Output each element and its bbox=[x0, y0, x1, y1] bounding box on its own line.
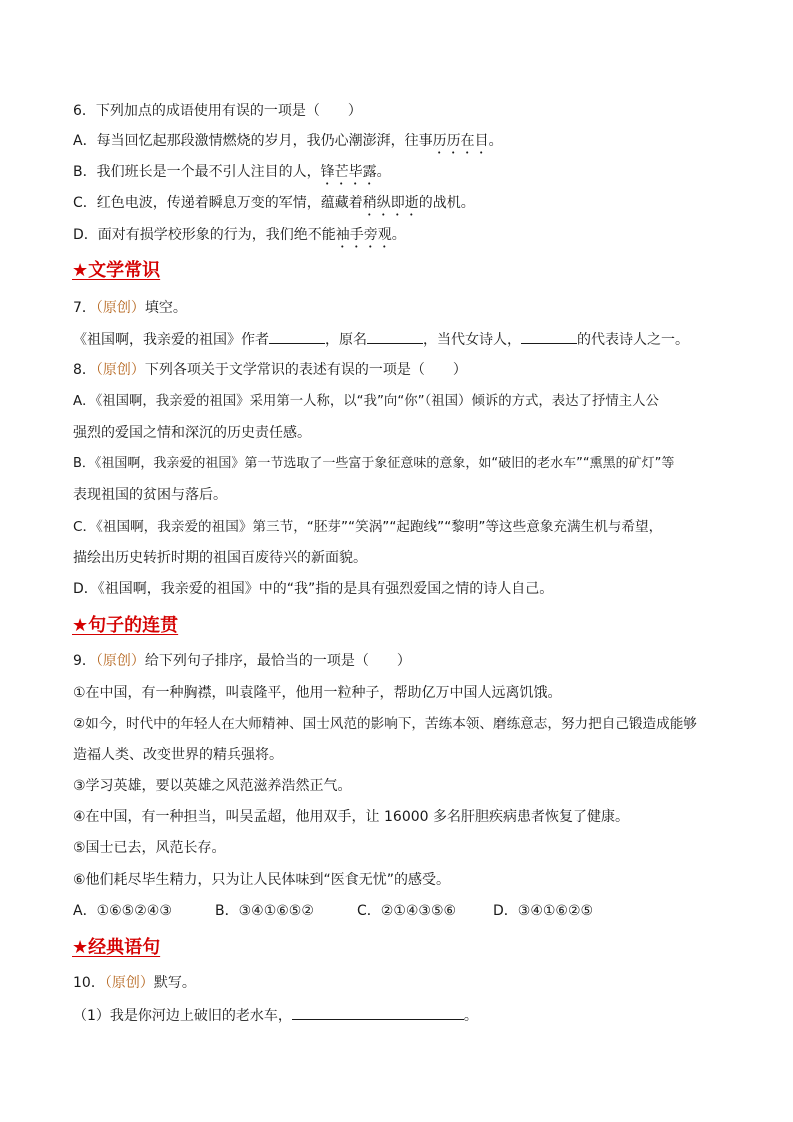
answer-blank[interactable] bbox=[521, 329, 577, 344]
q8-option-a-line2: 强烈的爱国之情和深沉的历史责任感。 bbox=[73, 425, 311, 441]
q9-option-c: C．②①④③⑤⑥ bbox=[357, 903, 457, 919]
section-heading-coherence: ★句子的连贯 bbox=[72, 615, 179, 636]
q9-sentence-3: ③学习英雄，要以英雄之风范滋养浩然正气。 bbox=[73, 778, 352, 794]
original-tag: （原创） bbox=[95, 653, 145, 669]
q8-option-a-line1: A．《祖国啊，我亲爱的祖国》采用第一人称，以“我”向“你”（祖国）倾诉的方式，表达了抒情主人公 bbox=[73, 394, 659, 409]
q8-option-b-line1: B．《祖国啊，我亲爱的祖国》第一节选取了一些富于象征意味的意象，如“破旧的老水车”“熏黑的矿灯”等 bbox=[73, 456, 675, 471]
q6-stem: 6．下列加点的成语使用有误的一项是（ ） bbox=[73, 103, 362, 119]
dotted-idiom: 袖手旁观 bbox=[335, 227, 392, 243]
q6-option-b: B．我们班长是一个最不引人注目的人，锋芒毕露。 bbox=[73, 164, 391, 180]
answer-blank[interactable] bbox=[292, 1005, 464, 1020]
original-tag: （原创） bbox=[95, 300, 145, 316]
q8-option-b-line2: 表现祖国的贫困与落后。 bbox=[73, 487, 227, 503]
q6-option-a: A．每当回忆起那段激情燃烧的岁月，我仍心潮澎湃，往事历历在目。 bbox=[73, 133, 503, 149]
q9-option-b: B．③④①⑥⑤② bbox=[215, 903, 314, 919]
q7-fill-line: 《祖国啊，我亲爱的祖国》作者 ，原名 ，当代女诗人， 的代表诗人之一。 bbox=[73, 329, 733, 350]
q6-option-d: D．面对有损学校形象的行为，我们绝不能袖手旁观。 bbox=[73, 227, 406, 243]
answer-blank[interactable] bbox=[269, 329, 325, 344]
dotted-idiom: 历历在目 bbox=[432, 133, 489, 149]
q7-stem: 7．（原创）填空。 bbox=[73, 300, 187, 316]
q9-sentence-5: ⑤国士已去，风范长存。 bbox=[73, 840, 226, 856]
dotted-idiom: 锋芒毕露 bbox=[320, 164, 377, 180]
q9-sentence-4: ④在中国，有一种担当，叫吴孟超，他用双手，让 16000 多名肝胆疾病患者恢复了健康。 bbox=[73, 809, 629, 825]
q9-sentence-6: ⑥他们耗尽毕生精力，只为让人民体味到“医食无忧”的感受。 bbox=[73, 872, 451, 888]
q8-option-d: D．《祖国啊，我亲爱的祖国》中的“我”指的是具有强烈爱国之情的诗人自己。 bbox=[73, 581, 554, 597]
original-tag: （原创） bbox=[95, 362, 145, 378]
q8-stem: 8．（原创）下列各项关于文学常识的表述有误的一项是（ ） bbox=[73, 362, 467, 378]
q8-option-c-line2: 描绘出历史转折时期的祖国百废待兴的新面貌。 bbox=[73, 550, 367, 566]
q10-stem: 10．（原创）默写。 bbox=[73, 975, 196, 991]
q8-option-c-line1: C．《祖国啊，我亲爱的祖国》第三节，“胚芽”“笑涡”“起跑线”“黎明”等这些意象充满生机与希望， bbox=[73, 519, 663, 535]
section-heading-classic: ★经典语句 bbox=[72, 937, 161, 958]
q6-option-c: C．红色电波，传递着瞬息万变的军情，蕴藏着稍纵即逝的战机。 bbox=[73, 195, 475, 211]
dotted-idiom: 稍纵即逝 bbox=[362, 195, 419, 211]
q9-stem: 9．（原创）给下列句子排序，最恰当的一项是（ ） bbox=[73, 653, 411, 669]
q9-sentence-1: ①在中国，有一种胸襟，叫袁隆平，他用一粒种子，帮助亿万中国人远离饥饿。 bbox=[73, 685, 562, 701]
q9-sentence-2-line2: 造福人类、改变世界的精兵强将。 bbox=[73, 747, 283, 763]
q9-option-a: A．①⑥⑤②④③ bbox=[73, 903, 172, 919]
answer-blank[interactable] bbox=[367, 329, 423, 344]
q9-option-d: D．③④①⑥②⑤ bbox=[493, 903, 594, 919]
original-tag: （原创） bbox=[104, 975, 154, 991]
q9-sentence-2-line1: ②如今，时代中的年轻人在大师精神、国士风范的影响下，苦练本领、磨练意志，努力把自己锻造成能够 bbox=[73, 716, 697, 732]
section-heading-literature: ★文学常识 bbox=[72, 260, 161, 281]
q10-fill-line-1: （1）我是你河边上破旧的老水车， 。 bbox=[73, 1005, 733, 1026]
